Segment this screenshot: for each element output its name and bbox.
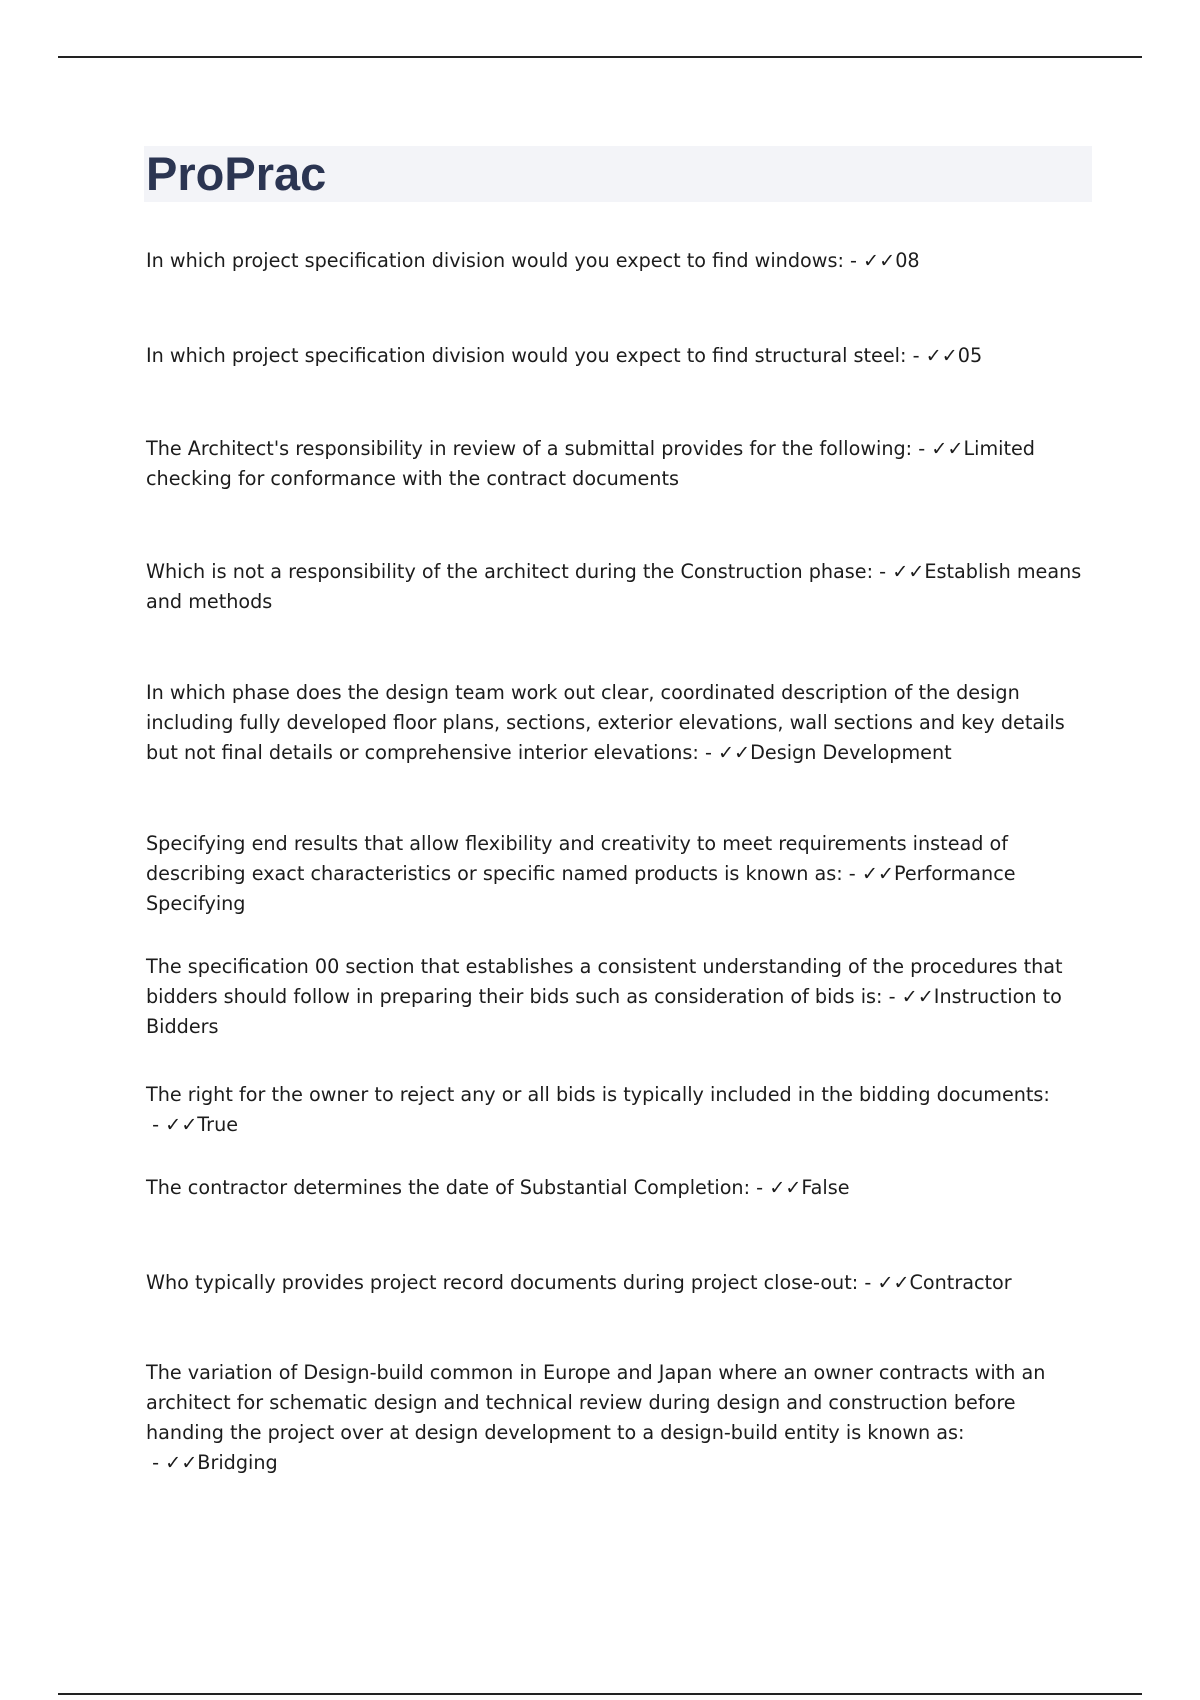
qa-item <box>146 952 1096 1042</box>
check-icon: ✓✓ <box>925 344 958 367</box>
answer-text: Limited checking for conformance with the contract documents <box>146 437 1035 490</box>
separator: - <box>698 741 718 764</box>
question-text: The specification 00 section that establishes a consistent understanding of the procedures that bidders should follow in preparing their bids such as consideration of bids is: <box>146 955 1063 1008</box>
question-text: The contractor determines the date of Substantial Completion: <box>146 1176 751 1199</box>
question-text: In which project specification division would you expect to find windows: <box>146 249 844 272</box>
question-text: The right for the owner to reject any or all bids is typically included in the bidding documents: <box>146 1083 1050 1106</box>
separator: - <box>146 1451 166 1474</box>
answer-text: 08 <box>895 249 920 272</box>
document-title: ProPrac <box>146 147 327 200</box>
qa-item <box>146 829 1096 919</box>
check-icon: ✓✓ <box>165 1113 198 1136</box>
answer-text: 05 <box>957 344 983 367</box>
check-icon: ✓✓ <box>892 560 925 583</box>
check-icon: ✓✓ <box>861 862 894 885</box>
check-icon: ✓✓ <box>931 437 964 460</box>
question-text: In which project specification division would you expect to find structural steel: <box>146 344 907 367</box>
check-icon: ✓✓ <box>769 1176 802 1199</box>
check-icon: ✓✓ <box>717 741 751 764</box>
check-icon: ✓✓ <box>165 1451 198 1474</box>
answer-text: Bridging <box>197 1451 278 1474</box>
separator: - <box>873 560 893 583</box>
qa-item <box>146 1358 1096 1478</box>
qa-item <box>146 434 1096 494</box>
answer-text: False <box>801 1176 850 1199</box>
separator: - <box>858 1271 878 1294</box>
qa-item <box>146 246 1096 276</box>
qa-item <box>146 1173 1096 1203</box>
separator: - <box>842 862 862 885</box>
top-divider <box>58 56 1142 58</box>
answer-text: Establish means and methods <box>146 560 1082 613</box>
question-text: The Architect's responsibility in review of a submittal provides for the following: <box>146 437 913 460</box>
question-text: In which phase does the design team work out clear, coordinated description of the design including fully developed floor plans, sections, exterior elevations, wall sections and key details but not final details or comprehensive interior elevations: <box>146 681 1065 764</box>
qa-item <box>146 1080 1096 1140</box>
separator: - <box>750 1176 770 1199</box>
bottom-divider <box>58 1693 1142 1695</box>
answer-text: Instruction to Bidders <box>146 985 1062 1038</box>
answer-text: Contractor <box>909 1271 1012 1294</box>
answer-text: Design Development <box>750 741 952 764</box>
check-icon: ✓✓ <box>901 985 934 1008</box>
answer-text: True <box>197 1113 239 1136</box>
qa-item <box>146 1268 1096 1298</box>
separator: - <box>882 985 902 1008</box>
qa-item <box>146 341 1096 371</box>
question-text: Specifying end results that allow flexibility and creativity to meet requirements instead of describing exact characteristics or specific named products is known as: <box>146 832 1009 885</box>
separator: - <box>146 1113 166 1136</box>
check-icon: ✓✓ <box>863 249 896 272</box>
qa-item <box>146 557 1096 617</box>
check-icon: ✓✓ <box>877 1271 910 1294</box>
qa-item <box>146 678 1096 768</box>
answer-text: Performance Specifying <box>146 862 1016 915</box>
separator: - <box>906 344 926 367</box>
question-text: The variation of Design-build common in Europe and Japan where an owner contracts with an architect for schematic design and technical review during design and construction before handing the project over at design development to a design-build entity is known as: <box>146 1361 1046 1444</box>
question-text: Who typically provides project record documents during project close-out: <box>146 1271 859 1294</box>
separator: - <box>843 249 864 272</box>
question-text: Which is not a responsibility of the architect during the Construction phase: <box>146 560 874 583</box>
separator: - <box>912 437 932 460</box>
